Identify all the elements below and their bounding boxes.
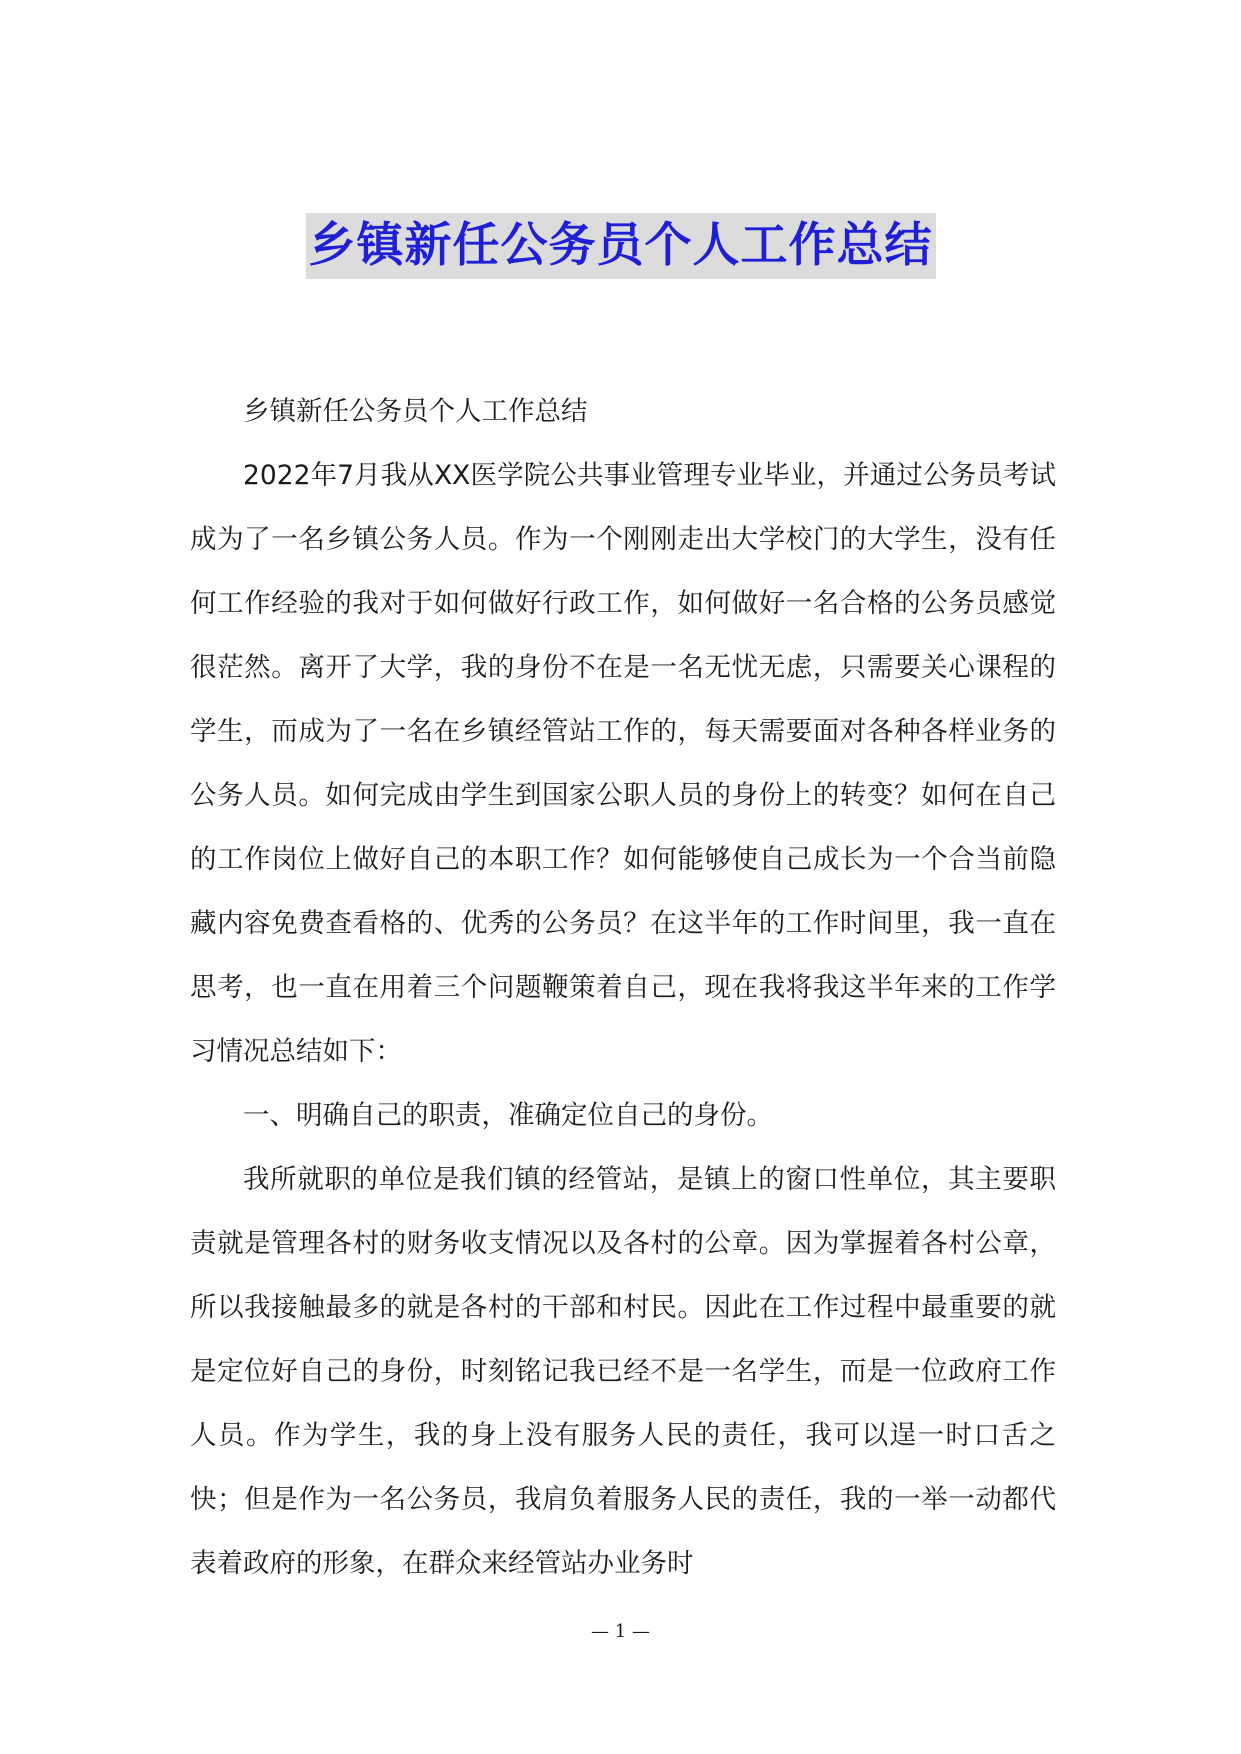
paragraph-body: 我所就职的单位是我们镇的经管站，是镇上的窗口性单位，其主要职责就是管理各村的财务收支情况以及各村的公章。因为掌握着各村公章，所以我接触最多的就是各村的干部和村民。因此在工作过程中最重要的就是定位好自己的身份，时刻铭记我已经不是一名学生，而是一位政府工作人员。作为学生，我的身上没有服务人民的责任，我可以逞一时口舌之快；但是作为一名公务员，我肩负着服务人民的责任，我的一举一动都代表着政府的形象，在群众来经管站办业务时: [190, 1164, 1056, 1579]
paragraph-intro: 2022年7月我从XX医学院公共事业管理专业毕业，并通过公务员考试成为了一名乡镇公务人员。作为一个刚刚走出大学校门的大学生，没有任何工作经验的我对于如何做好行政工作，如何做好一名合格的公务员感觉很茫然。离开了大学，我的身份不在是一名无忧无虑，只需要关心课程的学生，而成为了一名在乡镇经管站工作的，每天需要面对各种各样业务的公务人员。如何完成由学生到国家公职人员的身份上的转变？如何在自己的工作岗位上做好自己的本职工作？如何能够使自己成长为一个合当前隐藏内容免费查看格的、优秀的公务员？在这半年的工作时间里，我一直在思考，也一直在用着三个问题鞭策着自己，现在我将我这半年来的工作学习情况总结如下：: [190, 460, 1056, 1067]
paragraph-subtitle: 乡镇新任公务员个人工作总结: [243, 396, 588, 427]
page-number: — 1 —: [591, 1621, 650, 1642]
document-title: 乡镇新任公务员个人工作总结: [306, 213, 936, 279]
document-body: [190, 380, 1056, 1596]
paragraph-section-heading: 一、明确自己的职责，准确定位自己的身份。: [243, 1100, 773, 1131]
title-container: [0, 213, 1241, 279]
